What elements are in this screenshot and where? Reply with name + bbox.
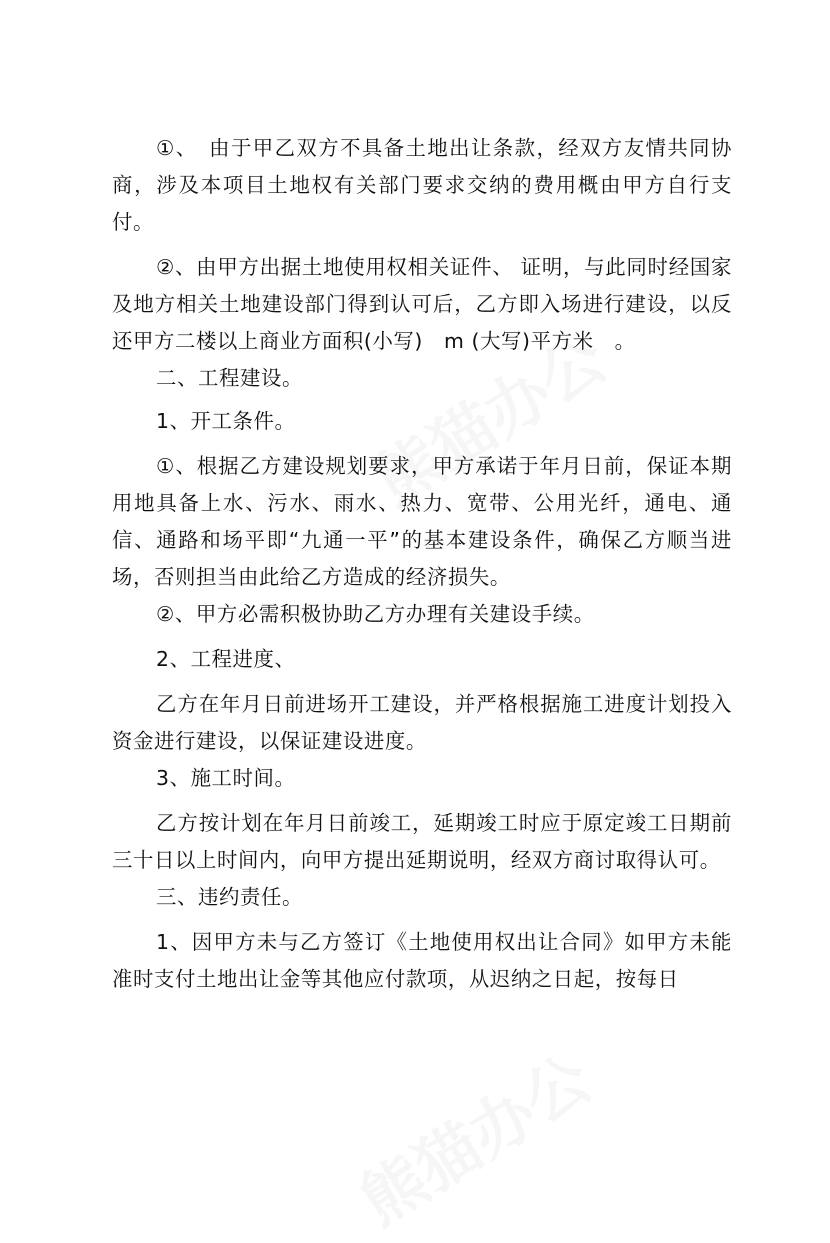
paragraph-construction-time: 乙方按计划在年月日前竣工，延期竣工时应于原定竣工日期前三十日以上时间内，向甲方提出延期说明，经双方商讨取得认可。	[112, 811, 732, 872]
paragraph-start-conditions: ①、根据乙方建设规划要求，甲方承诺于年月日前，保证本期用地具备上水、污水、雨水、热力、宽带、公用光纤，通电、通信、通路和场平即“九通一平”的基本建设条件，确保乙方顺当进场，否则担当由此给乙方造成的经济损失。	[112, 454, 732, 589]
paragraph-progress: 乙方在年月日前进场开工建设，并严格根据施工进度计划投入资金进行建设，以保证建设进度。	[112, 692, 732, 753]
paragraph-clause-1: ①、 由于甲乙双方不具备土地出让条款，经双方友情共同协商，涉及本项目土地权有关部门要求交纳的费用概由甲方自行支付。	[112, 136, 732, 234]
paragraph-clause-2: ②、由甲方出据土地使用权相关证件、 证明，与此同时经国家及地方相关土地建设部门得到认可后，乙方即入场进行建设，以反还甲方二楼以上商业方面积(小写) m (大写)平方米 。	[112, 255, 732, 353]
section-heading-liability: 三、违约责任。	[156, 885, 303, 909]
subheading-start-conditions: 1、开工条件。	[156, 409, 296, 433]
section-heading-engineering: 二、工程建设。	[156, 366, 303, 390]
subheading-progress: 2、工程进度、	[156, 647, 296, 671]
watermark	[340, 1029, 606, 1243]
subheading-construction-time: 3、施工时间。	[156, 766, 296, 790]
paragraph-liability-1: 1、因甲方未与乙方签订《土地使用权出让合同》如甲方未能准时支付土地出让金等其他应付款项，从迟纳之日起，按每日	[112, 930, 732, 991]
paragraph-construction-procedures: ②、甲方必需积极协助乙方办理有关建设手续。	[156, 602, 595, 626]
document-body	[112, 130, 732, 998]
